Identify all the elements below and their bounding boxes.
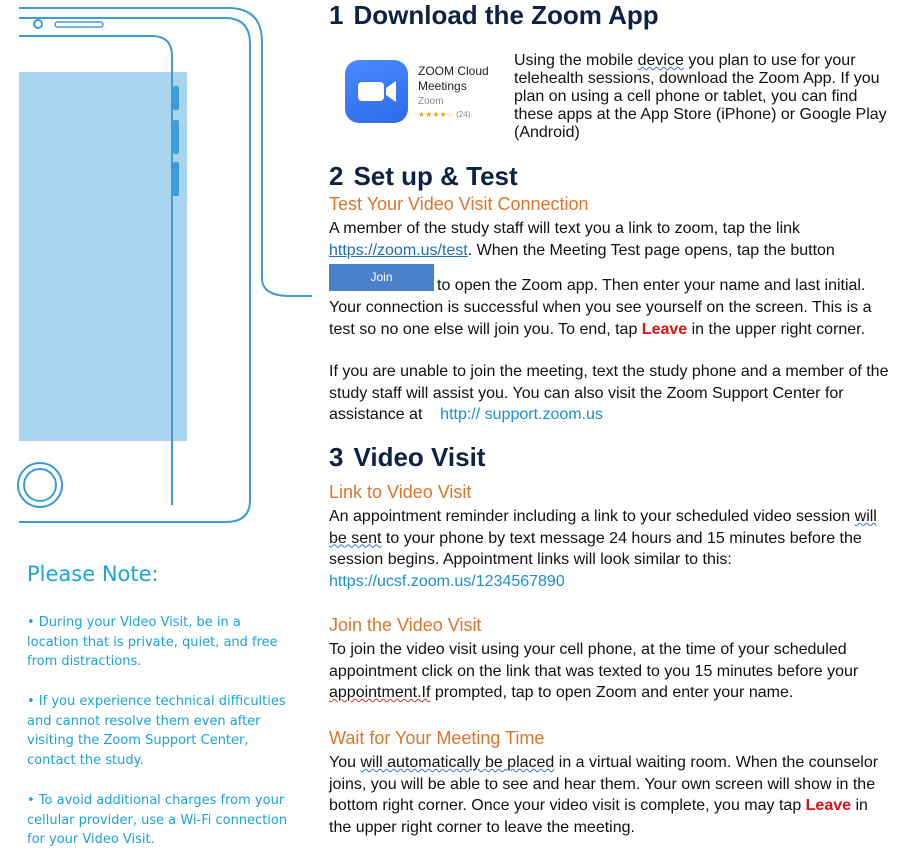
mute-switch	[173, 86, 179, 110]
section-2-paragraph-1-cont: Your connection is successful when you see yourself on the screen. This is a test so no one else will join you. To end, tap Leave in the upper right corner.	[329, 299, 872, 338]
link-to-video-visit-paragraph: An appointment reminder including a link to your scheduled video session will be sent to your phone by text message 24 hours and 15 minutes before the session begins. Appointment links will look similar to this: https://ucsf.zoom.us/1234567890	[329, 508, 877, 590]
note-item-technical: • If you experience technical difficulties and cannot resolve them even after visiting the Zoom Support Center, contact the study.	[27, 694, 286, 768]
section-3-heading: 3 Video Visit	[329, 442, 486, 472]
volume-up-button	[173, 120, 179, 154]
section-1-number: 1	[329, 0, 344, 30]
section-3-title: Video Visit	[353, 442, 486, 472]
example-appointment-link[interactable]: https://ucsf.zoom.us/1234567890	[329, 572, 565, 590]
link-to-video-visit-subtitle: Link to Video Visit	[329, 482, 472, 502]
note-item-private: • During your Video Visit, be in a location that is private, quiet, and free from distractions.	[27, 615, 278, 669]
speaker-slot	[55, 22, 103, 27]
section-1-heading	[329, 0, 659, 31]
rating-count: (24)	[456, 110, 471, 119]
zoom-app-icon[interactable]	[345, 60, 408, 123]
app-rating	[418, 110, 470, 119]
app-name: ZOOM Cloud Meetings	[418, 64, 489, 93]
section-2-subtitle: Test Your Video Visit Connection	[329, 194, 589, 214]
please-note-title: Please Note:	[27, 562, 159, 586]
wait-for-meeting-paragraph: You will automatically be placed in a virtual waiting room. When the counselor joins, you will be able to see and hear them. Your own screen will show in the bottom right corner. Once your video visit is complete, you may tap Leave in the upper right corner to leave the meeting.	[329, 754, 879, 836]
note-item-wifi: • To avoid additional charges from your cellular provider, use a Wi-Fi connection for your Video Visit.	[27, 793, 288, 847]
join-video-visit-paragraph: To join the video visit using your cell phone, at the time of your scheduled appointment click on the link that was texted to you 15 minutes before your appointment.If prompted, tap to open Zoom and enter your name.	[329, 641, 859, 702]
join-video-visit-subtitle: Join the Video Visit	[329, 615, 482, 635]
video-camera-icon	[345, 60, 408, 123]
support-link[interactable]: http:// support.zoom.us	[440, 406, 603, 424]
section-1-description: Using the mobile device you plan to use for your telehealth sessions, download the Zoom App. If you plan on using a cell phone or tablet, you can find these apps at the App Store (iPhone) or Google Play (Android)	[514, 52, 887, 141]
section-2-paragraph-1: A member of the study staff will text you a link to zoom, tap the link https://zoom.us/test. When the Meeting Test page opens, tap the button	[329, 220, 835, 259]
rating-stars-icon: ★★★★☆	[418, 110, 454, 119]
phone-screen	[19, 72, 187, 441]
app-vendor: Zoom	[418, 96, 444, 107]
volume-down-button	[173, 162, 179, 196]
section-1-title: Download the Zoom App	[353, 0, 659, 30]
section-2-line-3: to open the Zoom app. Then enter your name and last initial.	[437, 277, 866, 294]
section-2-paragraph-2: If you are unable to join the meeting, text the study phone and a member of the study staff will assist you. You can also visit the Zoom Support Center for assistance at http:// support.zoom.us	[329, 363, 889, 424]
zoom-test-link[interactable]: https://zoom.us/test	[329, 241, 468, 259]
phone-illustration	[0, 0, 320, 545]
section-2-title: Set up & Test	[353, 161, 518, 191]
camera-icon	[34, 20, 42, 28]
join-button[interactable]: Join	[329, 264, 434, 291]
leave-keyword-2: Leave	[805, 797, 852, 815]
leave-keyword: Leave	[641, 320, 688, 338]
wait-for-meeting-subtitle: Wait for Your Meeting Time	[329, 728, 545, 748]
section-2-heading: 2 Set up & Test	[329, 161, 518, 191]
